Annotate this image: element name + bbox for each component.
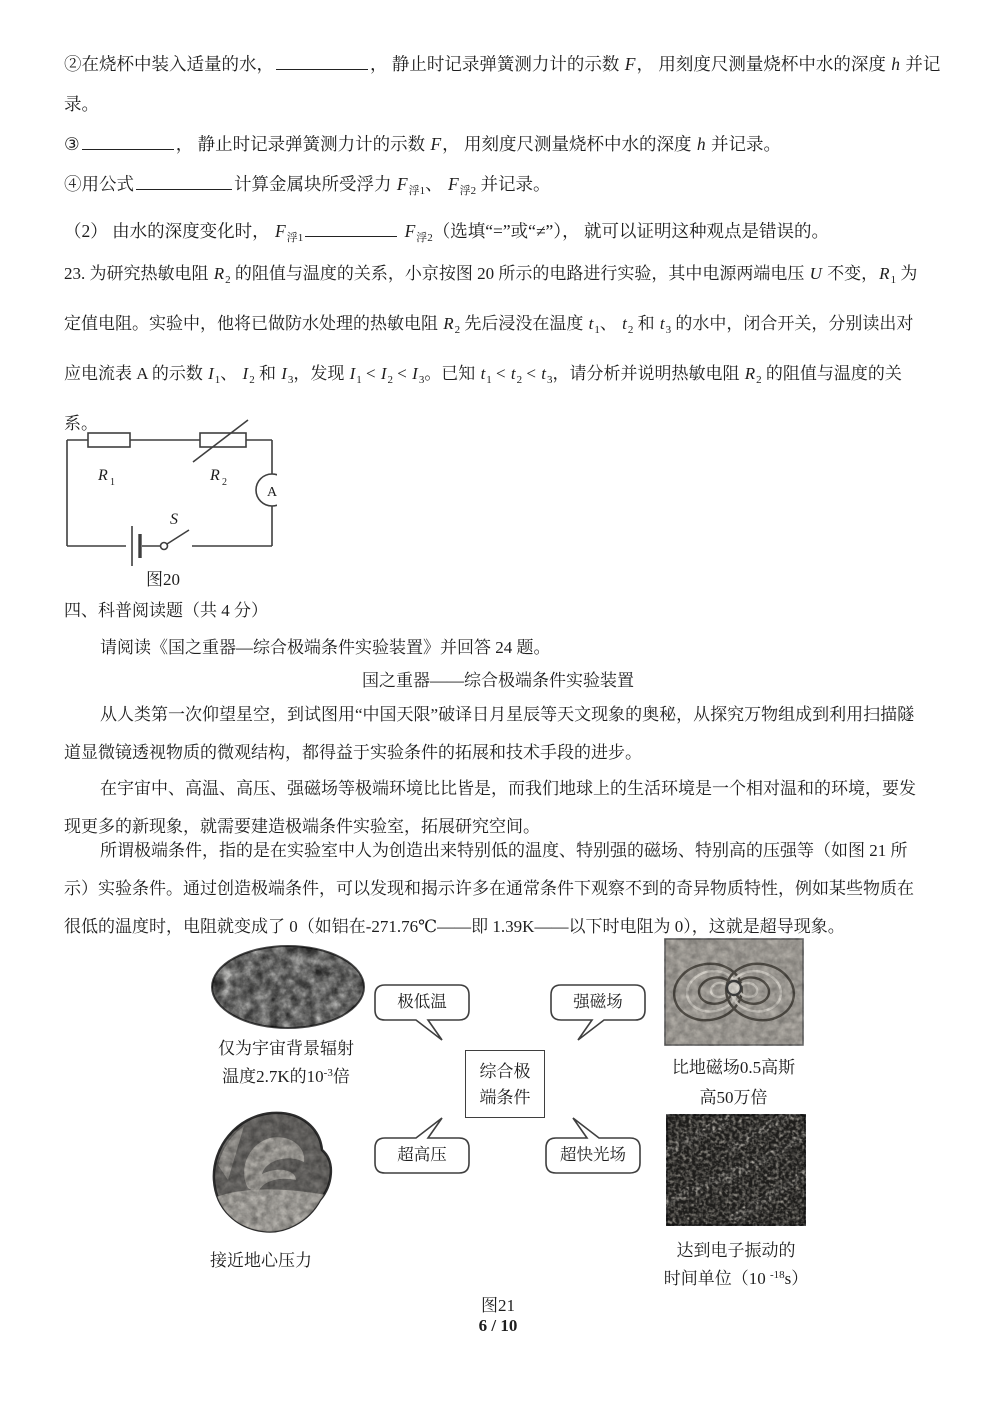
magnet-caption-line2: 高50万倍	[699, 1088, 768, 1107]
callout-low-temperature	[374, 984, 470, 1042]
electron-caption-line1: 达到电子振动的	[676, 1241, 796, 1260]
electron-caption-line2: 时间单位（10 $^{-18}$s）	[663, 1269, 809, 1288]
article-paragraph-1	[64, 696, 944, 772]
label-r1-sub: 1	[110, 477, 115, 488]
label-r2-sub: 2	[222, 477, 227, 488]
callout-high-pressure-label: 超高压	[397, 1145, 447, 1164]
switch-blade	[167, 530, 189, 544]
callout-low-temperature-label: 极低温	[397, 992, 447, 1011]
section4-intro: 请阅读《国之重器—综合极端条件实验装置》并回答 24 题。	[100, 638, 551, 657]
label-r1: R	[98, 467, 108, 484]
cmb-caption-line2: 温度2.7K的$10^{-3}$倍	[222, 1067, 350, 1086]
para3-line3: 很低的温度时，电阻就变成了 0（如铝在-271.76℃——即 1.39K——以下时电阻为 0），这就是超导现象。	[64, 917, 845, 936]
callout-strong-magnet-label: 强磁场	[573, 992, 623, 1011]
figure20-caption: 图20	[146, 570, 180, 589]
para1-line2: 道显微镜透视物质的微观结构，都得益于实验条件的拓展和技术手段的进步。	[64, 743, 642, 762]
callout-ultrafast-light-label: 超快光场	[560, 1145, 626, 1164]
para3-line1: 所谓极端条件，指的是在实验室中人为创造出来特别低的温度、特别强的磁场、特别高的压强等（如图 21 所	[100, 841, 908, 860]
comprehensive-extreme-conditions-box	[465, 1050, 545, 1118]
figure21-caption: 图21	[481, 1296, 515, 1315]
q22-step3-line: ③ ， 静止时记录弹簧测力计的示数 F， 用刻度尺测量烧杯中水的深度 h 并记录。	[64, 134, 782, 154]
label-switch: S	[170, 511, 178, 528]
q22-step2-line1: ②在烧杯中装入适量的水， ， 静止时记录弹簧测力计的示数 F， 用刻度尺测量烧杯中水的深度 h 并记	[64, 54, 941, 74]
earth-core-image	[208, 1110, 338, 1236]
label-ammeter: A	[266, 485, 277, 500]
q23-line1: 23. 为研究热敏电阻 $R_2$ 的阻值与温度的关系，小京按图 20 所示的电路进行实验，其中电源两端电压 U 不变，$R_1$ 为	[64, 264, 918, 286]
figure21	[64, 938, 932, 1290]
electron-lattice-image	[666, 1114, 806, 1226]
center-box-line2: 端条件	[479, 1088, 531, 1107]
q23-line3: 应电流表 A 的示数 $I_1$、 $I_2$ 和 $I_3$，发现 $I_1 < I_2 < I_3$。已知 $t_1 < t_2 < t_3$，请分析并说明热敏电阻 $R_2$ 的阻值与温度的关	[64, 364, 902, 386]
cosmic-background-image	[210, 944, 366, 1030]
question-22-fill-ins	[64, 44, 944, 258]
callout-high-pressure	[374, 1116, 470, 1174]
para2-line2: 现更多的新现象，就需要建造极端条件实验室，拓展研究空间。	[64, 817, 540, 836]
q22-step2-line2: 录。	[64, 94, 99, 114]
label-r2: R	[210, 467, 220, 484]
q23-line4: 系。	[64, 414, 98, 433]
magnetic-field-image	[664, 938, 804, 1046]
page-number: 6 / 10	[478, 1316, 518, 1335]
q22-part2-line: （2） 由水的深度变化时， $F_{浮1}$ $F_{浮2}$（选填“=”或“≠”）， 就可以证明这种观点是错误的。	[64, 221, 829, 244]
resistor-r1-symbol	[88, 433, 130, 447]
question-23	[64, 252, 944, 445]
circuit-diagram-figure20	[62, 418, 277, 578]
switch-pivot	[161, 543, 168, 550]
callout-strong-magnet	[550, 984, 646, 1042]
q22-step4-line: ④用公式 计算金属块所受浮力 $F_{浮1}$、 $F_{浮2}$ 并记录。	[64, 174, 551, 197]
para2-line1: 在宇宙中、高温、高压、强磁场等极端环境比比皆是，而我们地球上的生活环境是一个相对温和的环境，要发	[100, 779, 916, 798]
article-title: 国之重器——综合极端条件实验装置	[362, 671, 634, 690]
cmb-caption-line1: 仅为宇宙背景辐射	[218, 1039, 354, 1058]
article-paragraph-3	[64, 832, 944, 946]
center-box-line1: 综合极	[479, 1062, 531, 1081]
section4-heading: 四、科普阅读题（共 4 分）	[64, 601, 268, 620]
para1-line1: 从人类第一次仰望星空，到试图用“中国天限”破译日月星辰等天文现象的奥秘，从探究万物组成到利用扫描隧	[100, 705, 915, 724]
magnet-caption-line1: 比地磁场0.5高斯	[671, 1058, 796, 1077]
callout-ultrafast-light	[545, 1116, 641, 1174]
q23-line2: 定值电阻。实验中，他将已做防水处理的热敏电阻 $R_2$ 先后浸没在温度 $t_1$、 $t_2$ 和 $t_3$ 的水中，闭合开关，分别读出对	[64, 314, 914, 336]
earth-caption: 接近地心压力	[210, 1251, 312, 1270]
para3-line2: 示）实验条件。通过创造极端条件，可以发现和揭示许多在通常条件下观察不到的奇异物质特性，例如某些物质在	[64, 879, 914, 898]
